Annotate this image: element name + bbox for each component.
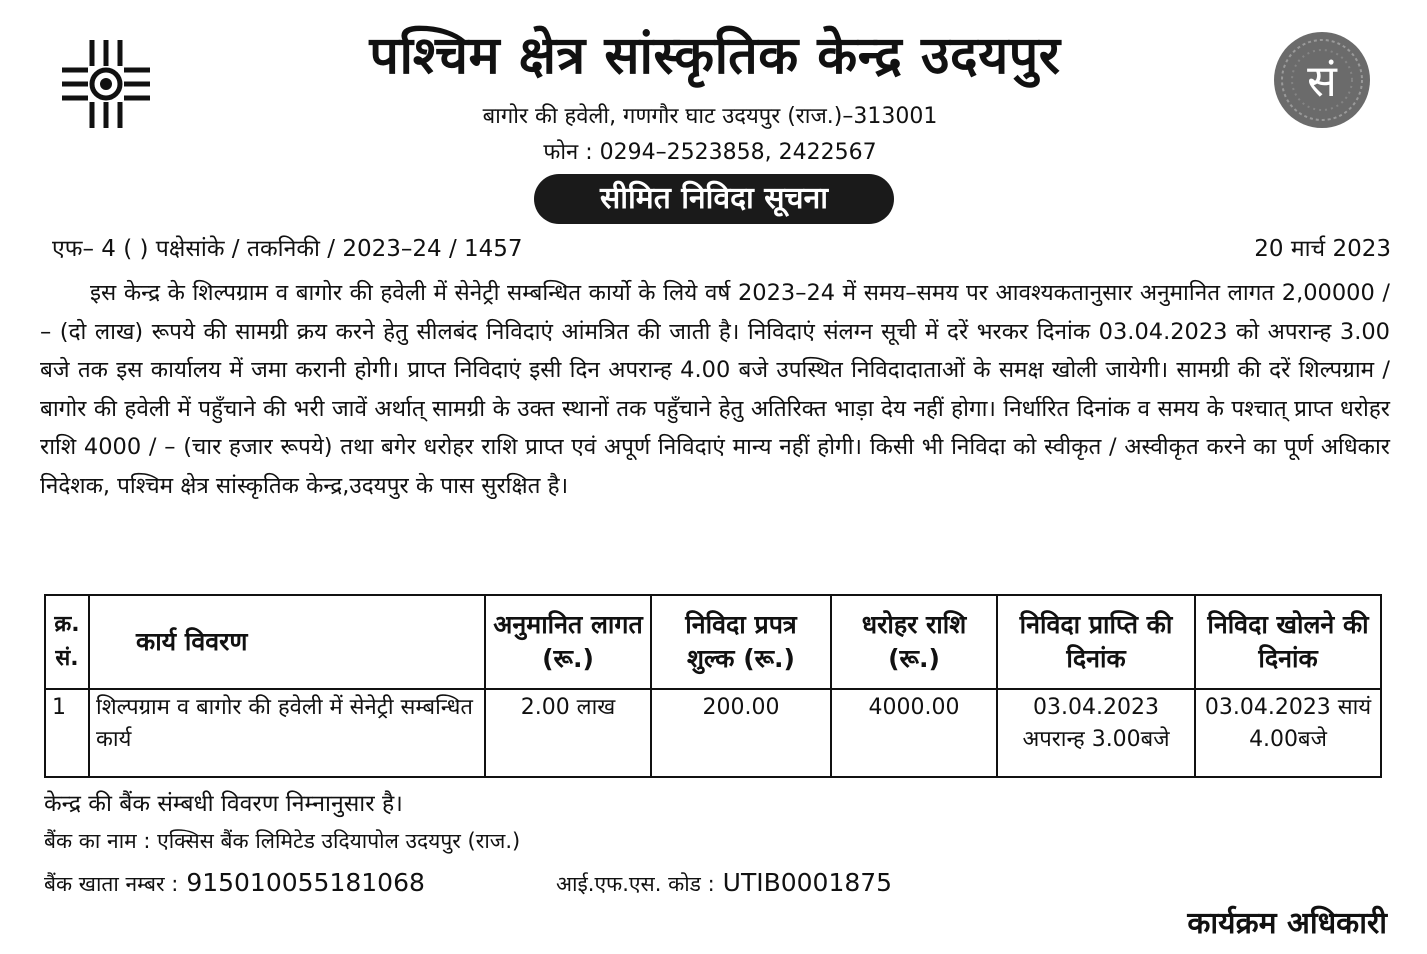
col-header-opening-date: निविदा खोलने की दिनांक bbox=[1195, 595, 1381, 689]
cell-estimated-cost: 2.00 लाख bbox=[485, 689, 651, 777]
col-header-receipt-date: निविदा प्राप्ति की दिनांक bbox=[997, 595, 1195, 689]
ifsc-code: UTIB0001875 bbox=[722, 868, 893, 897]
bank-account bbox=[44, 866, 425, 901]
cell-serial: 1 bbox=[45, 689, 89, 777]
tender-table bbox=[44, 594, 1382, 778]
notice-banner: सीमित निविदा सूचना bbox=[534, 174, 894, 224]
notice-paragraph: इस केन्द्र के शिल्पग्राम व बागोर की हवेली में सेनेट्री सम्बन्धित कार्यो के लिये वर्ष 2023–24 में समय–समय पर आवश्यकतानुसार अनुमानित लागत 2,00000 / – (दो लाख) रूपये की सामग्री क्रय करने हेतु सीलबंद निविदाएं आंमत्रित की जाती है। निविदाएं संलग्न सूची में दरें भरकर दिनांक 03.04.2023 को अपरान्ह 3.00 बजे तक इस कार्यालय में जमा करानी होगी। प्राप्त निविदाएं इसी दिन अपरान्ह 4.00 बजे उपस्थित निविदादाताओं के समक्ष खोली जायेगी। सामग्री की दरें शिल्पग्राम / बागोर की हवेली में पहुँचाने की भरी जावें अर्थात् सामग्री के उक्त स्थानों तक पहुँचाने हेतु अतिरिक्त भाड़ा देय नहीं होगा। निर्धारित दिनांक व समय के पश्चात् प्राप्त धरोहर राशि 4000 / – (चार हजार रूपये) तथा बगेर धरोहर राशि प्राप्त एवं अपूर्ण निविदाएं मान्य नहीं होगी। किसी भी निविदा को स्वीकृत / अस्वीकृत करने का पूर्ण अधिकार निदेशक, पश्चिम क्षेत्र सांस्कृतिक केन्द्र,उदयपुर के पास सुरक्षित है। bbox=[40, 280, 1390, 499]
col-header-description: कार्य विवरण bbox=[89, 595, 485, 689]
ifsc-label: आई.एफ.एस. कोड : bbox=[556, 872, 715, 896]
organization-address: बागोर की हवेली, गणगौर घाट उदयपुर (राज.)–313001 bbox=[482, 104, 938, 129]
organization-phone: फोन : 0294–2523858, 2422567 bbox=[543, 140, 877, 165]
organization-title: पश्चिम क्षेत्र सांस्कृतिक केन्द्र उदयपुर bbox=[369, 26, 1061, 86]
cell-earnest-money: 4000.00 bbox=[831, 689, 997, 777]
reference-number: एफ– 4 ( ) पक्षेसांके / तकनिकी / 2023–24 / 1457 bbox=[52, 236, 523, 262]
bank-details-title: केन्द्र की बैंक संम्बधी विवरण निम्नानुसार है। bbox=[44, 791, 403, 817]
account-label: बैंक खाता नम्बर : bbox=[44, 872, 179, 896]
col-header-earnest-money: धरोहर राशि (रू.) bbox=[831, 595, 997, 689]
bank-ifsc bbox=[556, 866, 892, 901]
col-header-estimated-cost: अनुमानित लागत (रू.) bbox=[485, 595, 651, 689]
seal-glyph: सं bbox=[1307, 56, 1337, 107]
cell-opening-date: 03.04.2023 सायं 4.00बजे bbox=[1195, 689, 1381, 777]
signatory-designation: कार्यक्रम अधिकारी bbox=[1187, 906, 1387, 941]
wzcc-emblem-icon bbox=[58, 36, 154, 136]
col-header-form-fee: निविदा प्रपत्र शुल्क (रू.) bbox=[651, 595, 831, 689]
bank-name: बैंक का नाम : एक्सिस बैंक लिमिटेड उदियापोल उदयपुर (राज.) bbox=[44, 829, 521, 853]
account-number: 915010055181068 bbox=[186, 868, 425, 897]
col-header-serial: क्र. सं. bbox=[45, 595, 89, 689]
table-row bbox=[45, 689, 1381, 777]
cell-form-fee: 200.00 bbox=[651, 689, 831, 777]
cell-description: शिल्पग्राम व बागोर की हवेली में सेनेट्री सम्बन्धित कार्य bbox=[89, 689, 485, 777]
wzcc-seal-icon bbox=[1272, 30, 1372, 134]
cell-receipt-date: 03.04.2023 अपरान्ह 3.00बजे bbox=[997, 689, 1195, 777]
table-header-row bbox=[45, 595, 1381, 689]
notice-date: 20 मार्च 2023 bbox=[1254, 236, 1391, 262]
